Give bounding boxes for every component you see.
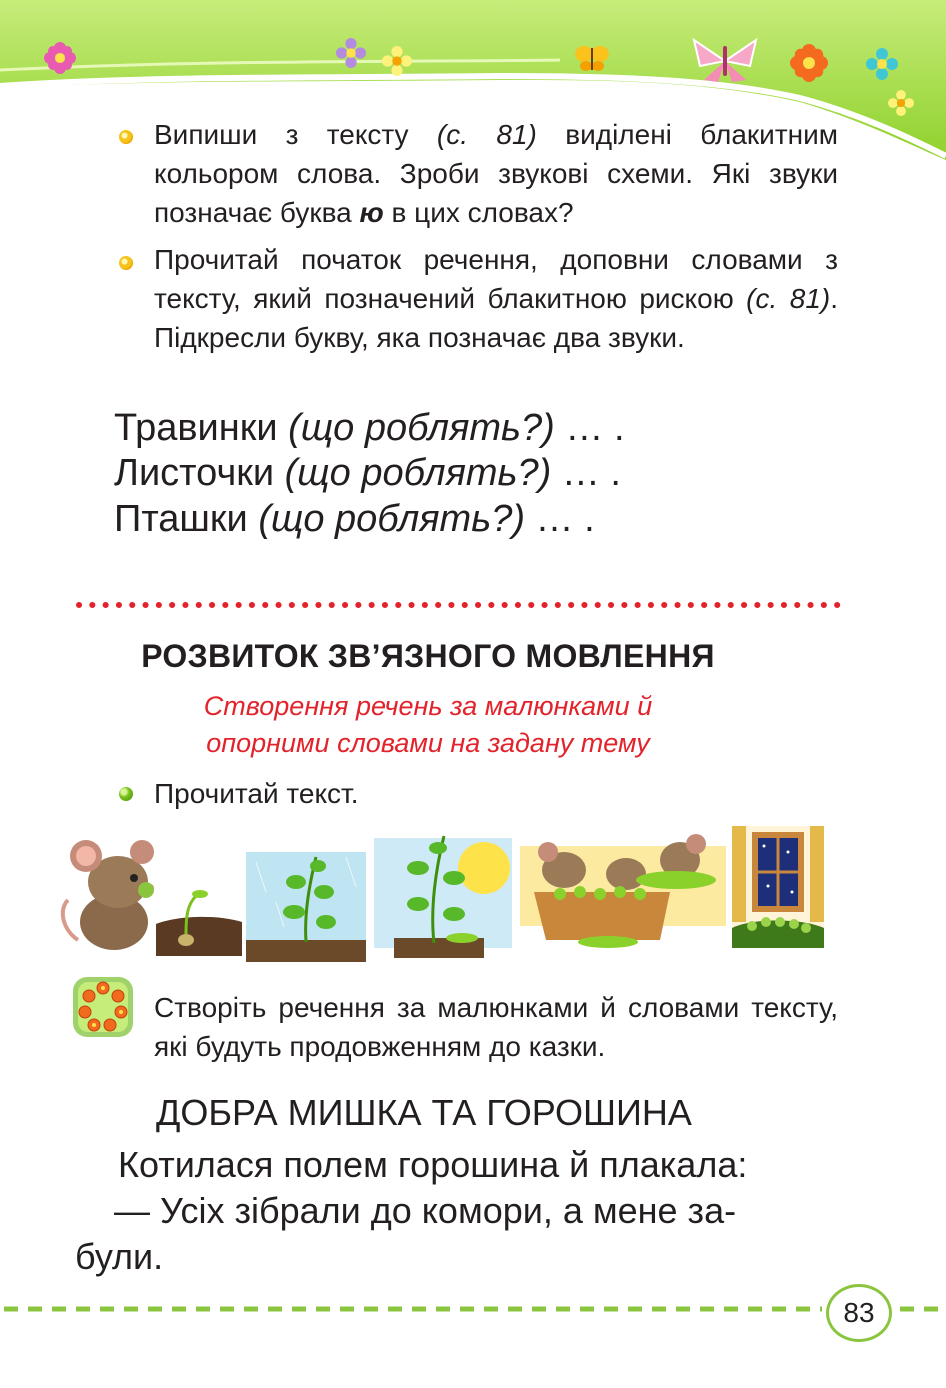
- read-instruction: Прочитай текст.: [154, 778, 359, 809]
- section-subtitle-line-2: опорними словами на задану тему: [206, 728, 650, 758]
- flower-icon: [382, 46, 412, 76]
- sun-pea-plant-picture: [374, 828, 512, 962]
- bullet-icon: [119, 130, 133, 144]
- sentence-line: Листочки (що роблять?) … .: [114, 452, 621, 494]
- story-line: — Усіх зібрали до комори, а мене за-: [114, 1190, 737, 1231]
- flower-icon: [866, 48, 898, 80]
- flower-icon: [44, 42, 76, 74]
- group-work-icon: [72, 976, 134, 1038]
- flower-icon: [336, 38, 366, 68]
- butterfly-icon: [690, 36, 760, 86]
- story-line: Котилася полем горошина й плакала:: [118, 1144, 748, 1185]
- exercise-1-text: Випиши з тексту (с. 81) виділені блакитним кольором слова. Зроби звукові схеми. Які звуки позначає буква ю в цих словах?: [154, 119, 838, 228]
- flower-icon: [888, 90, 914, 116]
- group-task-text: Створіть речення за малюнками й словами тексту, які будуть продовженням до казки.: [154, 992, 838, 1062]
- story-line: були.: [75, 1236, 164, 1277]
- section-title: РОЗВИТОК ЗВ’ЯЗНОГО МОВЛЕННЯ: [141, 638, 715, 674]
- section-subtitle-line-1: Створення речень за малюнками й: [203, 691, 653, 721]
- butterfly-icon: [574, 42, 610, 74]
- sprout-picture: [156, 884, 242, 956]
- story-title: ДОБРА МИШКА ТА ГОРОШИНА: [156, 1092, 692, 1133]
- sentence-line: Травинки (що роблять?) … .: [114, 407, 625, 449]
- mice-basket-picture: [520, 830, 726, 948]
- flower-icon: [790, 44, 828, 82]
- rain-pea-plant-picture: [246, 852, 366, 962]
- bullet-icon: [119, 787, 133, 801]
- dotted-divider: [75, 598, 843, 612]
- window-night-picture: [732, 826, 824, 948]
- page-number: 83: [826, 1284, 892, 1342]
- sentence-line: Пташки (що роблять?) … .: [114, 498, 595, 540]
- exercise-2-text: Прочитай початок речення, доповни словами з тексту, який позначений блакитною рискою (с. 81). Підкресли букву, яка позначає два звуки.: [154, 244, 838, 353]
- bullet-icon: [119, 256, 133, 270]
- footer-dashed-line: [0, 1306, 946, 1312]
